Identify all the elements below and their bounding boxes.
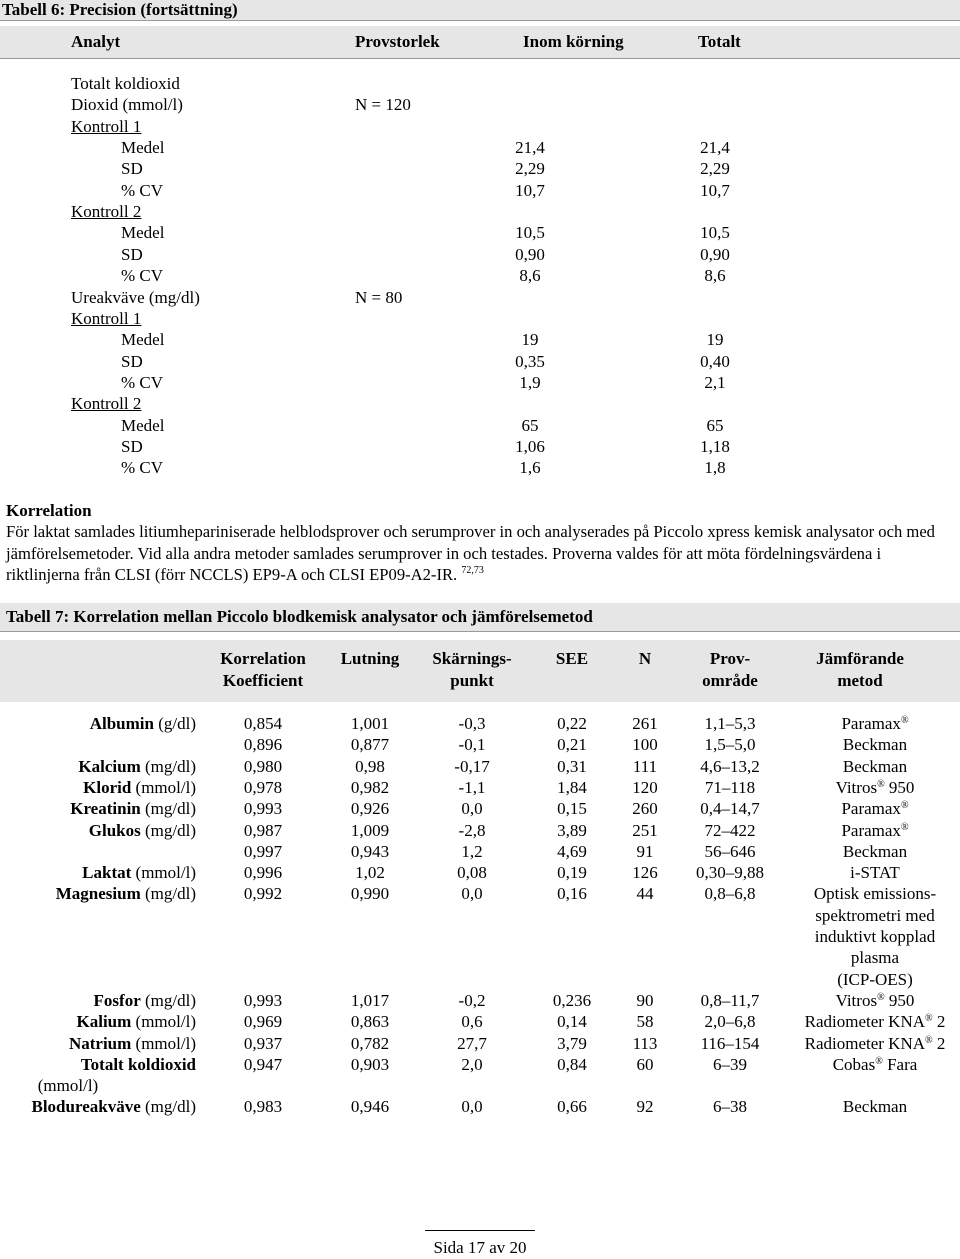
header-inom: Inom körning bbox=[523, 32, 624, 51]
method-cell bbox=[785, 798, 960, 819]
method-cell bbox=[785, 734, 960, 755]
analyte-name: Laktat bbox=[82, 863, 132, 883]
table6-row bbox=[0, 244, 960, 265]
method-line: induktivt kopplad bbox=[814, 926, 936, 946]
value-cell: 251 bbox=[632, 820, 658, 840]
value-cell: -2,8 bbox=[458, 820, 486, 840]
method-line: i-STAT bbox=[850, 863, 900, 883]
analyte-name: Blodureakväve bbox=[31, 1097, 141, 1117]
value-cell: 90 bbox=[636, 990, 654, 1010]
inom-value: 0,35 bbox=[515, 351, 545, 371]
header-line: N bbox=[638, 649, 652, 668]
value-cell: 0,0 bbox=[461, 799, 483, 819]
table7-header-cell bbox=[605, 648, 685, 692]
table6-row bbox=[0, 94, 960, 115]
table7-header-cell bbox=[527, 648, 617, 692]
method-line: Paramax® bbox=[841, 820, 909, 840]
value-cell: 0,969 bbox=[243, 1012, 283, 1032]
value-cell: 0,854 bbox=[243, 714, 283, 733]
table7-header bbox=[0, 640, 960, 702]
value-cell: 0,31 bbox=[557, 756, 587, 776]
registered-mark: ® bbox=[877, 778, 885, 790]
analyte-unit: (mg/dl) bbox=[140, 756, 196, 776]
method-line: plasma bbox=[850, 948, 900, 968]
value-cell: 0,980 bbox=[243, 756, 283, 776]
table6-row bbox=[0, 287, 960, 308]
value-cell: 0,946 bbox=[350, 1097, 390, 1117]
stat-label: Medel bbox=[121, 138, 165, 158]
page-footer: Sida 17 av 20 bbox=[433, 1238, 527, 1257]
value-cell: 1,017 bbox=[350, 990, 390, 1010]
analyte-unit: (mg/dl) bbox=[140, 990, 196, 1010]
value-cell: 3,79 bbox=[557, 1033, 587, 1053]
stat-label: Medel bbox=[121, 415, 165, 435]
value-cell: 116–154 bbox=[700, 1033, 760, 1053]
header-line: metod bbox=[837, 671, 883, 690]
table6-row bbox=[0, 329, 960, 350]
analyte-unit: (mmol/l) bbox=[131, 1012, 196, 1032]
totalt-value: 1,18 bbox=[700, 436, 730, 456]
analyte-label: Totalt koldioxid bbox=[71, 74, 180, 93]
analyte-unit: (mmol/l) bbox=[131, 1033, 196, 1053]
value-cell: 0,84 bbox=[557, 1054, 587, 1074]
header-line: punkt bbox=[450, 671, 494, 690]
value-cell: 0,983 bbox=[243, 1097, 283, 1117]
stat-label: Medel bbox=[121, 330, 165, 350]
header-line: Lutning bbox=[340, 649, 400, 668]
analyte-name: Albumin bbox=[89, 714, 154, 733]
header-analyt: Analyt bbox=[71, 32, 121, 51]
table6-row bbox=[0, 372, 960, 393]
header-line bbox=[605, 670, 685, 692]
stat-label: SD bbox=[121, 351, 143, 371]
value-cell: 0,997 bbox=[243, 841, 283, 861]
value-cell: 4,6–13,2 bbox=[700, 756, 760, 776]
value-cell: 1,009 bbox=[350, 820, 390, 840]
totalt-value: 10,5 bbox=[700, 223, 730, 243]
analyte-unit: (mmol/l) bbox=[37, 1076, 99, 1096]
inom-value: 1,06 bbox=[515, 436, 545, 456]
inom-value: 21,4 bbox=[515, 138, 545, 158]
value-cell: 1,001 bbox=[350, 714, 390, 733]
value-cell: 60 bbox=[636, 1054, 654, 1074]
totalt-value: 19 bbox=[706, 330, 724, 350]
analyte-cell bbox=[0, 862, 196, 883]
totalt-value: 0,90 bbox=[700, 244, 730, 264]
totalt-value: 2,1 bbox=[704, 372, 726, 392]
header-totalt: Totalt bbox=[698, 32, 741, 51]
stat-label: % CV bbox=[121, 180, 164, 200]
value-cell: 113 bbox=[632, 1033, 658, 1053]
totalt-value: 10,7 bbox=[700, 180, 730, 200]
method-line: Paramax® bbox=[841, 799, 909, 819]
table7-header-cell bbox=[680, 648, 780, 692]
value-cell: 0,14 bbox=[557, 1012, 587, 1032]
value-cell: 0,98 bbox=[355, 756, 385, 776]
value-cell: 72–422 bbox=[704, 820, 756, 840]
method-cell bbox=[785, 1011, 960, 1032]
value-cell: 100 bbox=[632, 735, 658, 755]
value-cell: 0,982 bbox=[350, 777, 390, 797]
value-cell: 0,782 bbox=[350, 1033, 390, 1053]
value-cell: 111 bbox=[632, 756, 658, 776]
value-cell: 1,1–5,3 bbox=[704, 714, 756, 733]
registered-mark: ® bbox=[900, 715, 909, 726]
analyte-cell bbox=[0, 777, 196, 798]
analyte-unit: (mmol/l) bbox=[131, 863, 196, 883]
value-cell: 0,987 bbox=[243, 820, 283, 840]
analyte-unit: (mmol/l) bbox=[131, 777, 196, 797]
analyte-cell bbox=[0, 990, 196, 1011]
table6-row bbox=[0, 351, 960, 372]
registered-mark: ® bbox=[900, 800, 909, 812]
value-cell: 0,08 bbox=[457, 863, 487, 883]
value-cell: 0,66 bbox=[557, 1097, 587, 1117]
table7-header-cell bbox=[785, 648, 935, 692]
value-cell: 56–646 bbox=[704, 841, 756, 861]
analyte-unit: (mg/dl) bbox=[140, 1097, 196, 1117]
analyte-cell bbox=[0, 798, 196, 819]
value-cell: 0,21 bbox=[557, 735, 587, 755]
method-cell bbox=[785, 820, 960, 841]
value-cell: 2,0 bbox=[461, 1054, 483, 1074]
method-line: spektrometri med bbox=[815, 905, 935, 925]
korrelation-paragraph bbox=[6, 521, 956, 586]
header-line: Koefficient bbox=[222, 671, 304, 690]
value-cell: 0,8–6,8 bbox=[704, 884, 756, 904]
value-cell: 1,02 bbox=[355, 863, 385, 883]
inom-value: 1,9 bbox=[519, 372, 541, 392]
inom-value: 10,5 bbox=[515, 223, 545, 243]
stat-label: % CV bbox=[121, 458, 164, 478]
inom-value: 8,6 bbox=[519, 266, 541, 286]
value-cell: 2,0–6,8 bbox=[704, 1012, 756, 1032]
table6-title: Tabell 6: Precision (fortsättning) bbox=[2, 0, 238, 19]
value-cell: -0,2 bbox=[458, 990, 486, 1010]
method-cell bbox=[785, 1054, 960, 1075]
value-cell: 0,943 bbox=[350, 841, 390, 861]
registered-mark: ® bbox=[900, 821, 909, 833]
value-cell: 0,937 bbox=[243, 1033, 283, 1053]
paragraph-text: För laktat samlades litiumhepariniserade helblodsprover och serumprover in och analyserades på Piccolo xpress kemisk analysator och med jämförelsemetoder. Vid alla andra metoder samlades serumprover in och testades. Proverna valdes för att möta fördelningsvärdena i riktlinjerna från CLSI (förr NCCLS) EP9-A och CLSI EP09-A2-IR. bbox=[6, 522, 935, 584]
stat-label: SD bbox=[121, 159, 143, 179]
totalt-value: 0,40 bbox=[700, 351, 730, 371]
table7-title-bar bbox=[0, 603, 960, 632]
value-cell: 0,4–14,7 bbox=[700, 799, 760, 819]
inom-value: 0,90 bbox=[515, 244, 545, 264]
table7-header-cell bbox=[325, 648, 415, 692]
value-cell: 0,990 bbox=[350, 884, 390, 904]
stat-label: % CV bbox=[121, 266, 164, 286]
stat-label: SD bbox=[121, 436, 143, 456]
value-cell: 0,926 bbox=[350, 799, 390, 819]
value-cell: 0,996 bbox=[243, 863, 283, 883]
analyte-cell bbox=[0, 1011, 196, 1032]
analyte-cell bbox=[0, 1054, 196, 1075]
inom-value: 1,6 bbox=[519, 458, 541, 478]
value-cell: 0,16 bbox=[557, 884, 587, 904]
header-line: Jämförande bbox=[816, 649, 904, 668]
analyte-cell bbox=[0, 1033, 196, 1054]
value-cell: 0,863 bbox=[350, 1012, 390, 1032]
analyte-name: Kalcium bbox=[78, 756, 141, 776]
sample-size: N = 120 bbox=[355, 95, 411, 115]
value-cell: 0,0 bbox=[461, 1097, 483, 1117]
value-cell: 92 bbox=[636, 1097, 654, 1117]
method-line: Beckman bbox=[842, 1097, 908, 1117]
value-cell: 120 bbox=[632, 777, 658, 797]
korrelation-heading: Korrelation bbox=[6, 501, 92, 520]
value-cell: 0,6 bbox=[461, 1012, 483, 1032]
method-cell bbox=[785, 1096, 960, 1117]
value-cell: 0,947 bbox=[243, 1054, 283, 1074]
value-cell: 126 bbox=[632, 863, 658, 883]
value-cell: 0,22 bbox=[557, 714, 587, 733]
table6-row bbox=[0, 457, 960, 478]
method-cell bbox=[785, 756, 960, 777]
value-cell: -0,17 bbox=[454, 756, 490, 776]
method-line: Paramax® bbox=[841, 714, 909, 733]
table7-header-cell bbox=[427, 648, 517, 692]
table6-title-bar bbox=[0, 0, 960, 21]
registered-mark: ® bbox=[875, 1055, 883, 1067]
analyte-name: Klorid bbox=[83, 777, 132, 797]
registered-mark: ® bbox=[925, 1034, 933, 1046]
method-cell bbox=[785, 713, 960, 734]
analyte-name: Kalium bbox=[76, 1012, 132, 1032]
method-line: Cobas® Fara bbox=[832, 1054, 918, 1074]
table6-row bbox=[0, 222, 960, 243]
method-line: Beckman bbox=[842, 841, 908, 861]
table6-header bbox=[0, 26, 960, 59]
value-cell: 260 bbox=[632, 799, 658, 819]
value-cell: 1,2 bbox=[461, 841, 483, 861]
value-cell: -0,1 bbox=[458, 735, 486, 755]
inom-value: 65 bbox=[521, 415, 539, 435]
totalt-value: 65 bbox=[706, 415, 724, 435]
value-cell: 71–118 bbox=[704, 777, 756, 797]
analyte-unit: (mg/dl) bbox=[140, 799, 196, 819]
table6-row bbox=[0, 73, 960, 94]
header-line: Skärnings- bbox=[432, 649, 512, 668]
analyte-name: Natrium bbox=[68, 1033, 132, 1053]
header-provstorlek: Provstorlek bbox=[355, 32, 440, 51]
totalt-value: 2,29 bbox=[700, 159, 730, 179]
header-line: Korrelation bbox=[220, 649, 306, 668]
analyte-name: Fosfor bbox=[93, 990, 141, 1010]
stat-label: Medel bbox=[121, 223, 165, 243]
table6-row bbox=[0, 393, 960, 414]
table7-title: Tabell 7: Korrelation mellan Piccolo blodkemisk analysator och jämförelsemetod bbox=[6, 607, 593, 626]
table7-header-cell bbox=[218, 648, 308, 692]
table6-row bbox=[0, 180, 960, 201]
value-cell: 0,236 bbox=[552, 990, 592, 1010]
header-line: område bbox=[702, 671, 758, 690]
analyte-name: Kreatinin bbox=[70, 799, 141, 819]
control-label: Kontroll 2 bbox=[71, 394, 142, 414]
method-line: Radiometer KNA® 2 bbox=[804, 1012, 946, 1032]
value-cell: 0,877 bbox=[350, 735, 390, 755]
value-cell: 1,84 bbox=[557, 777, 587, 797]
registered-mark: ® bbox=[877, 991, 885, 1003]
value-cell: 0,8–11,7 bbox=[700, 990, 760, 1010]
analyte-name: Magnesium bbox=[55, 884, 141, 904]
method-cell bbox=[785, 883, 960, 989]
table6-row bbox=[0, 201, 960, 222]
analyte-name: Totalt koldioxid bbox=[80, 1054, 196, 1074]
value-cell: -1,1 bbox=[458, 777, 486, 797]
header-line: SEE bbox=[555, 649, 589, 668]
value-cell: 0,896 bbox=[243, 735, 283, 755]
table6-row bbox=[0, 308, 960, 329]
analyte-cell bbox=[0, 883, 196, 904]
value-cell: 261 bbox=[632, 714, 658, 733]
value-cell: 0,993 bbox=[243, 990, 283, 1010]
control-label: Kontroll 1 bbox=[71, 116, 142, 136]
stat-label: SD bbox=[121, 244, 143, 264]
value-cell: 0,19 bbox=[557, 863, 587, 883]
totalt-value: 21,4 bbox=[700, 138, 730, 158]
value-cell: -0,3 bbox=[458, 714, 486, 733]
method-line: Beckman bbox=[842, 756, 908, 776]
value-cell: 3,89 bbox=[557, 820, 587, 840]
method-cell bbox=[785, 990, 960, 1011]
value-cell: 0,0 bbox=[461, 884, 483, 904]
method-line: Beckman bbox=[842, 735, 908, 755]
value-cell: 1,5–5,0 bbox=[704, 735, 756, 755]
analyte-unit: (mg/dl) bbox=[140, 884, 196, 904]
method-cell bbox=[785, 1033, 960, 1054]
value-cell: 6–39 bbox=[713, 1054, 747, 1074]
analyte-cell bbox=[0, 756, 196, 777]
footer-rule bbox=[425, 1230, 535, 1231]
control-label: Kontroll 1 bbox=[71, 308, 142, 328]
table6-row bbox=[0, 116, 960, 137]
header-line: Prov- bbox=[709, 649, 751, 668]
method-line: Optisk emissions- bbox=[813, 884, 937, 904]
table6-row bbox=[0, 137, 960, 158]
control-label: Kontroll 2 bbox=[71, 202, 142, 222]
registered-mark: ® bbox=[925, 1013, 933, 1025]
totalt-value: 1,8 bbox=[704, 458, 726, 478]
analyte-name: Glukos bbox=[88, 820, 141, 840]
value-cell: 91 bbox=[636, 841, 654, 861]
analyte-cell bbox=[0, 820, 196, 841]
method-line: Vitros® 950 bbox=[835, 777, 915, 797]
table6-row bbox=[0, 158, 960, 179]
value-cell: 0,992 bbox=[243, 884, 283, 904]
method-line: Vitros® 950 bbox=[835, 990, 915, 1010]
table6-row bbox=[0, 265, 960, 286]
value-cell: 0,978 bbox=[243, 777, 283, 797]
value-cell: 0,993 bbox=[243, 799, 283, 819]
inom-value: 10,7 bbox=[515, 180, 545, 200]
stat-label: % CV bbox=[121, 372, 164, 392]
analyte-label: Dioxid (mmol/l) bbox=[71, 95, 183, 115]
value-cell: 0,15 bbox=[557, 799, 587, 819]
value-cell: 4,69 bbox=[557, 841, 587, 861]
method-cell bbox=[785, 841, 960, 862]
method-line: (ICP-OES) bbox=[837, 969, 913, 989]
method-cell bbox=[785, 777, 960, 798]
analyte-cell bbox=[0, 1096, 196, 1117]
analyte-cell bbox=[0, 713, 196, 734]
value-cell: 0,903 bbox=[350, 1054, 390, 1074]
table6-row bbox=[0, 436, 960, 457]
inom-value: 2,29 bbox=[515, 159, 545, 179]
analyte-unit: (g/dl) bbox=[153, 714, 196, 733]
table6-row bbox=[0, 415, 960, 436]
totalt-value: 8,6 bbox=[704, 266, 726, 286]
value-cell: 58 bbox=[636, 1012, 654, 1032]
sample-size: N = 80 bbox=[355, 287, 403, 307]
analyte-unit: (mg/dl) bbox=[140, 820, 196, 840]
value-cell: 0,30–9,88 bbox=[696, 863, 764, 883]
method-line: Radiometer KNA® 2 bbox=[804, 1033, 946, 1053]
inom-value: 19 bbox=[521, 330, 539, 350]
method-cell bbox=[785, 862, 960, 883]
header-line bbox=[325, 670, 415, 692]
value-cell: 6–38 bbox=[713, 1097, 747, 1117]
header-line bbox=[527, 670, 617, 692]
analyte-label: Ureakväve (mg/dl) bbox=[71, 287, 200, 307]
value-cell: 44 bbox=[636, 884, 654, 904]
reference-sup: 72,73 bbox=[461, 565, 484, 576]
value-cell: 27,7 bbox=[457, 1033, 487, 1053]
